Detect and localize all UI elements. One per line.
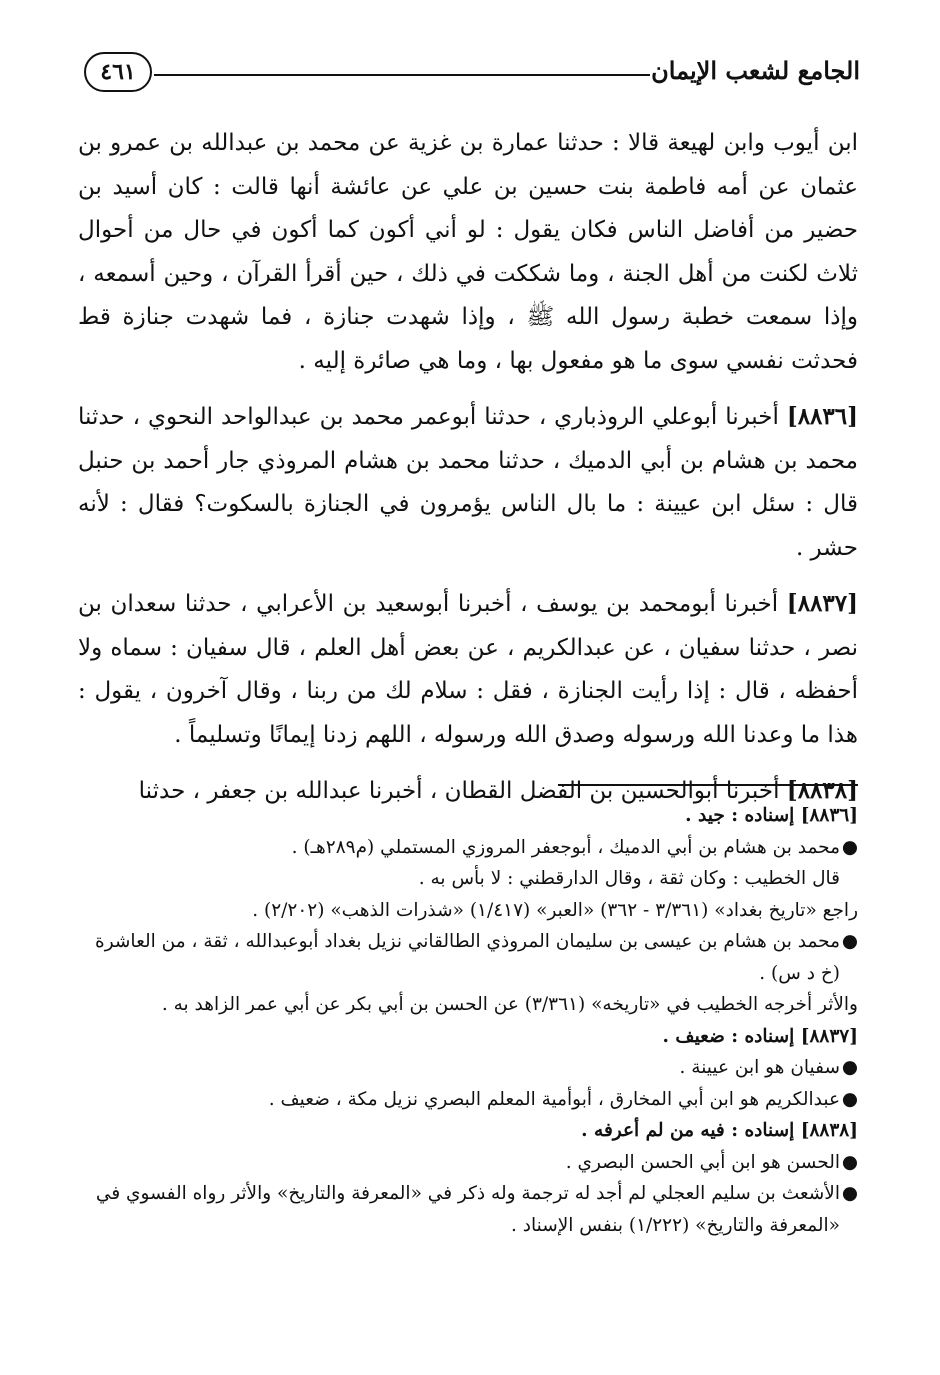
main-text <box>78 122 858 826</box>
paragraph-text: ابن أيوب وابن لهيعة قالا : حدثنا عمارة بن غزية عن محمد بن عبدالله بن عمرو بن عثمان عن أمه فاطمة بنت حسين بن علي عن عائشة أنها قالت : كان أسيد بن حضير من أفاضل الناس فكان يقول : لو أني أكون كما أكون في حال من أحوال ثلاث لكنت من أهل الجنة ، وما شككت في ذلك ، حين أقرأ القرآن ، وحين أسمعه ، وإذا سمعت خطبة رسول الله ﷺ ، وإذا شهدت جنازة ، فما شهدت جنازة قط فحدثت نفسي سوى ما هو مفعول بها ، وما هي صائرة إليه . <box>78 130 858 374</box>
bullet-icon: ● <box>841 931 858 952</box>
footnote-bullet <box>78 1147 858 1179</box>
footnote-separator <box>558 784 858 786</box>
footnote-bullet <box>78 1084 858 1116</box>
hadith-number: [٨٨٣٧] <box>786 590 858 617</box>
footnote-text: عبدالكريم هو ابن أبي المخارق ، أبوأمية المعلم البصري نزيل مكة ، ضعيف . <box>268 1088 840 1110</box>
footnote-reference: راجع «تاريخ بغداد» (٣/٣٦١ - ٣٦٢) «العبر» (١/٤١٧) «شذرات الذهب» (٢/٢٠٢) . <box>252 899 858 921</box>
footnotes <box>78 800 858 1241</box>
footnote-head-8837: [٨٨٣٧] إسناده : ضعيف . <box>662 1025 858 1047</box>
header-rule <box>154 74 650 76</box>
footnote-bullet <box>78 926 858 989</box>
book-title: الجامع لشعب الإيمان <box>651 56 860 85</box>
hadith-number: [٨٨٣٦] <box>786 403 859 430</box>
paragraph-8837 <box>78 582 858 757</box>
paragraph-text: أخبرنا أبوالحسين بن الفضل القطان ، أخبرنا عبدالله بن جعفر ، حدثنا <box>138 778 780 804</box>
footnote-text: محمد بن هشام بن عيسى بن سليمان المروذي الطالقاني نزيل بغداد أبوعبدالله ، ثقة ، من العاشرة (خ د س) . <box>95 931 840 984</box>
footnote-bullet <box>78 1178 858 1241</box>
footnote-head-8838: [٨٨٣٨] إسناده : فيه من لم أعرفه . <box>581 1120 858 1141</box>
footnote-text: قال الخطيب : وكان ثقة ، وقال الدارقطني : لا بأس به . <box>418 868 840 889</box>
bullet-icon: ● <box>841 1151 858 1173</box>
hadith-number: [٨٨٣٨] <box>786 777 858 804</box>
footnote-bullet <box>78 1052 858 1084</box>
page-header <box>84 48 860 104</box>
paragraph-text: أخبرنا أبوعلي الروذباري ، حدثنا أبوعمر محمد بن عبدالواحد النحوي ، حدثنا محمد بن هشام بن أبي الدميك ، حدثنا محمد بن هشام المروذي جار أحمد بن حنبل قال : سئل ابن عيينة : ما بال الناس يؤمرون في الجنازة بالسكوت؟ فقال : لأنه حشر . <box>78 404 858 561</box>
paragraph-text: أخبرنا أبومحمد بن يوسف ، أخبرنا أبوسعيد بن الأعرابي ، حدثنا سعدان بن نصر ، حدثنا سفيان ، عن عبدالكريم ، عن بعض أهل العلم ، قال سفيان : سماه ولا أحفظه ، قال : إذا رأيت الجنازة ، فقل : سلام لك من ربنا ، وقال آخرون ، يقول : هذا ما وعدنا الله ورسوله وصدق الله ورسوله ، اللهم زدنا إيمانًا وتسليماً . <box>78 591 858 748</box>
paragraph-continuation <box>78 122 858 383</box>
footnote-text: الأشعث بن سليم العجلي لم أجد له ترجمة وله ذكر في «المعرفة والتاريخ» والأثر رواه الفسوي في «المعرفة والتاريخ» (١/٢٢٢) بنفس الإسناد . <box>95 1183 840 1236</box>
footnote-bullet <box>78 832 858 864</box>
page-number: ٤٦١ <box>84 52 152 92</box>
footnote-head-8836: [٨٨٣٦] إسناده : جيد . <box>685 805 858 826</box>
bullet-icon: ● <box>841 1088 858 1110</box>
footnote-note: والأثر أخرجه الخطيب في «تاريخه» (٣/٣٦١) عن الحسن بن أبي بكر عن أبي عمر الزاهد به . <box>161 994 858 1015</box>
bullet-icon: ● <box>841 1057 858 1078</box>
footnote-text: الحسن هو ابن أبي الحسن البصري . <box>565 1151 840 1173</box>
bullet-icon: ● <box>841 836 858 858</box>
footnote-text: محمد بن هشام بن أبي الدميك ، أبوجعفر المروزي المستملي (م٢٨٩هـ) . <box>291 836 840 858</box>
bullet-icon: ● <box>841 1183 858 1204</box>
footnote-text: سفيان هو ابن عيينة . <box>679 1057 840 1078</box>
paragraph-8836 <box>78 395 858 570</box>
